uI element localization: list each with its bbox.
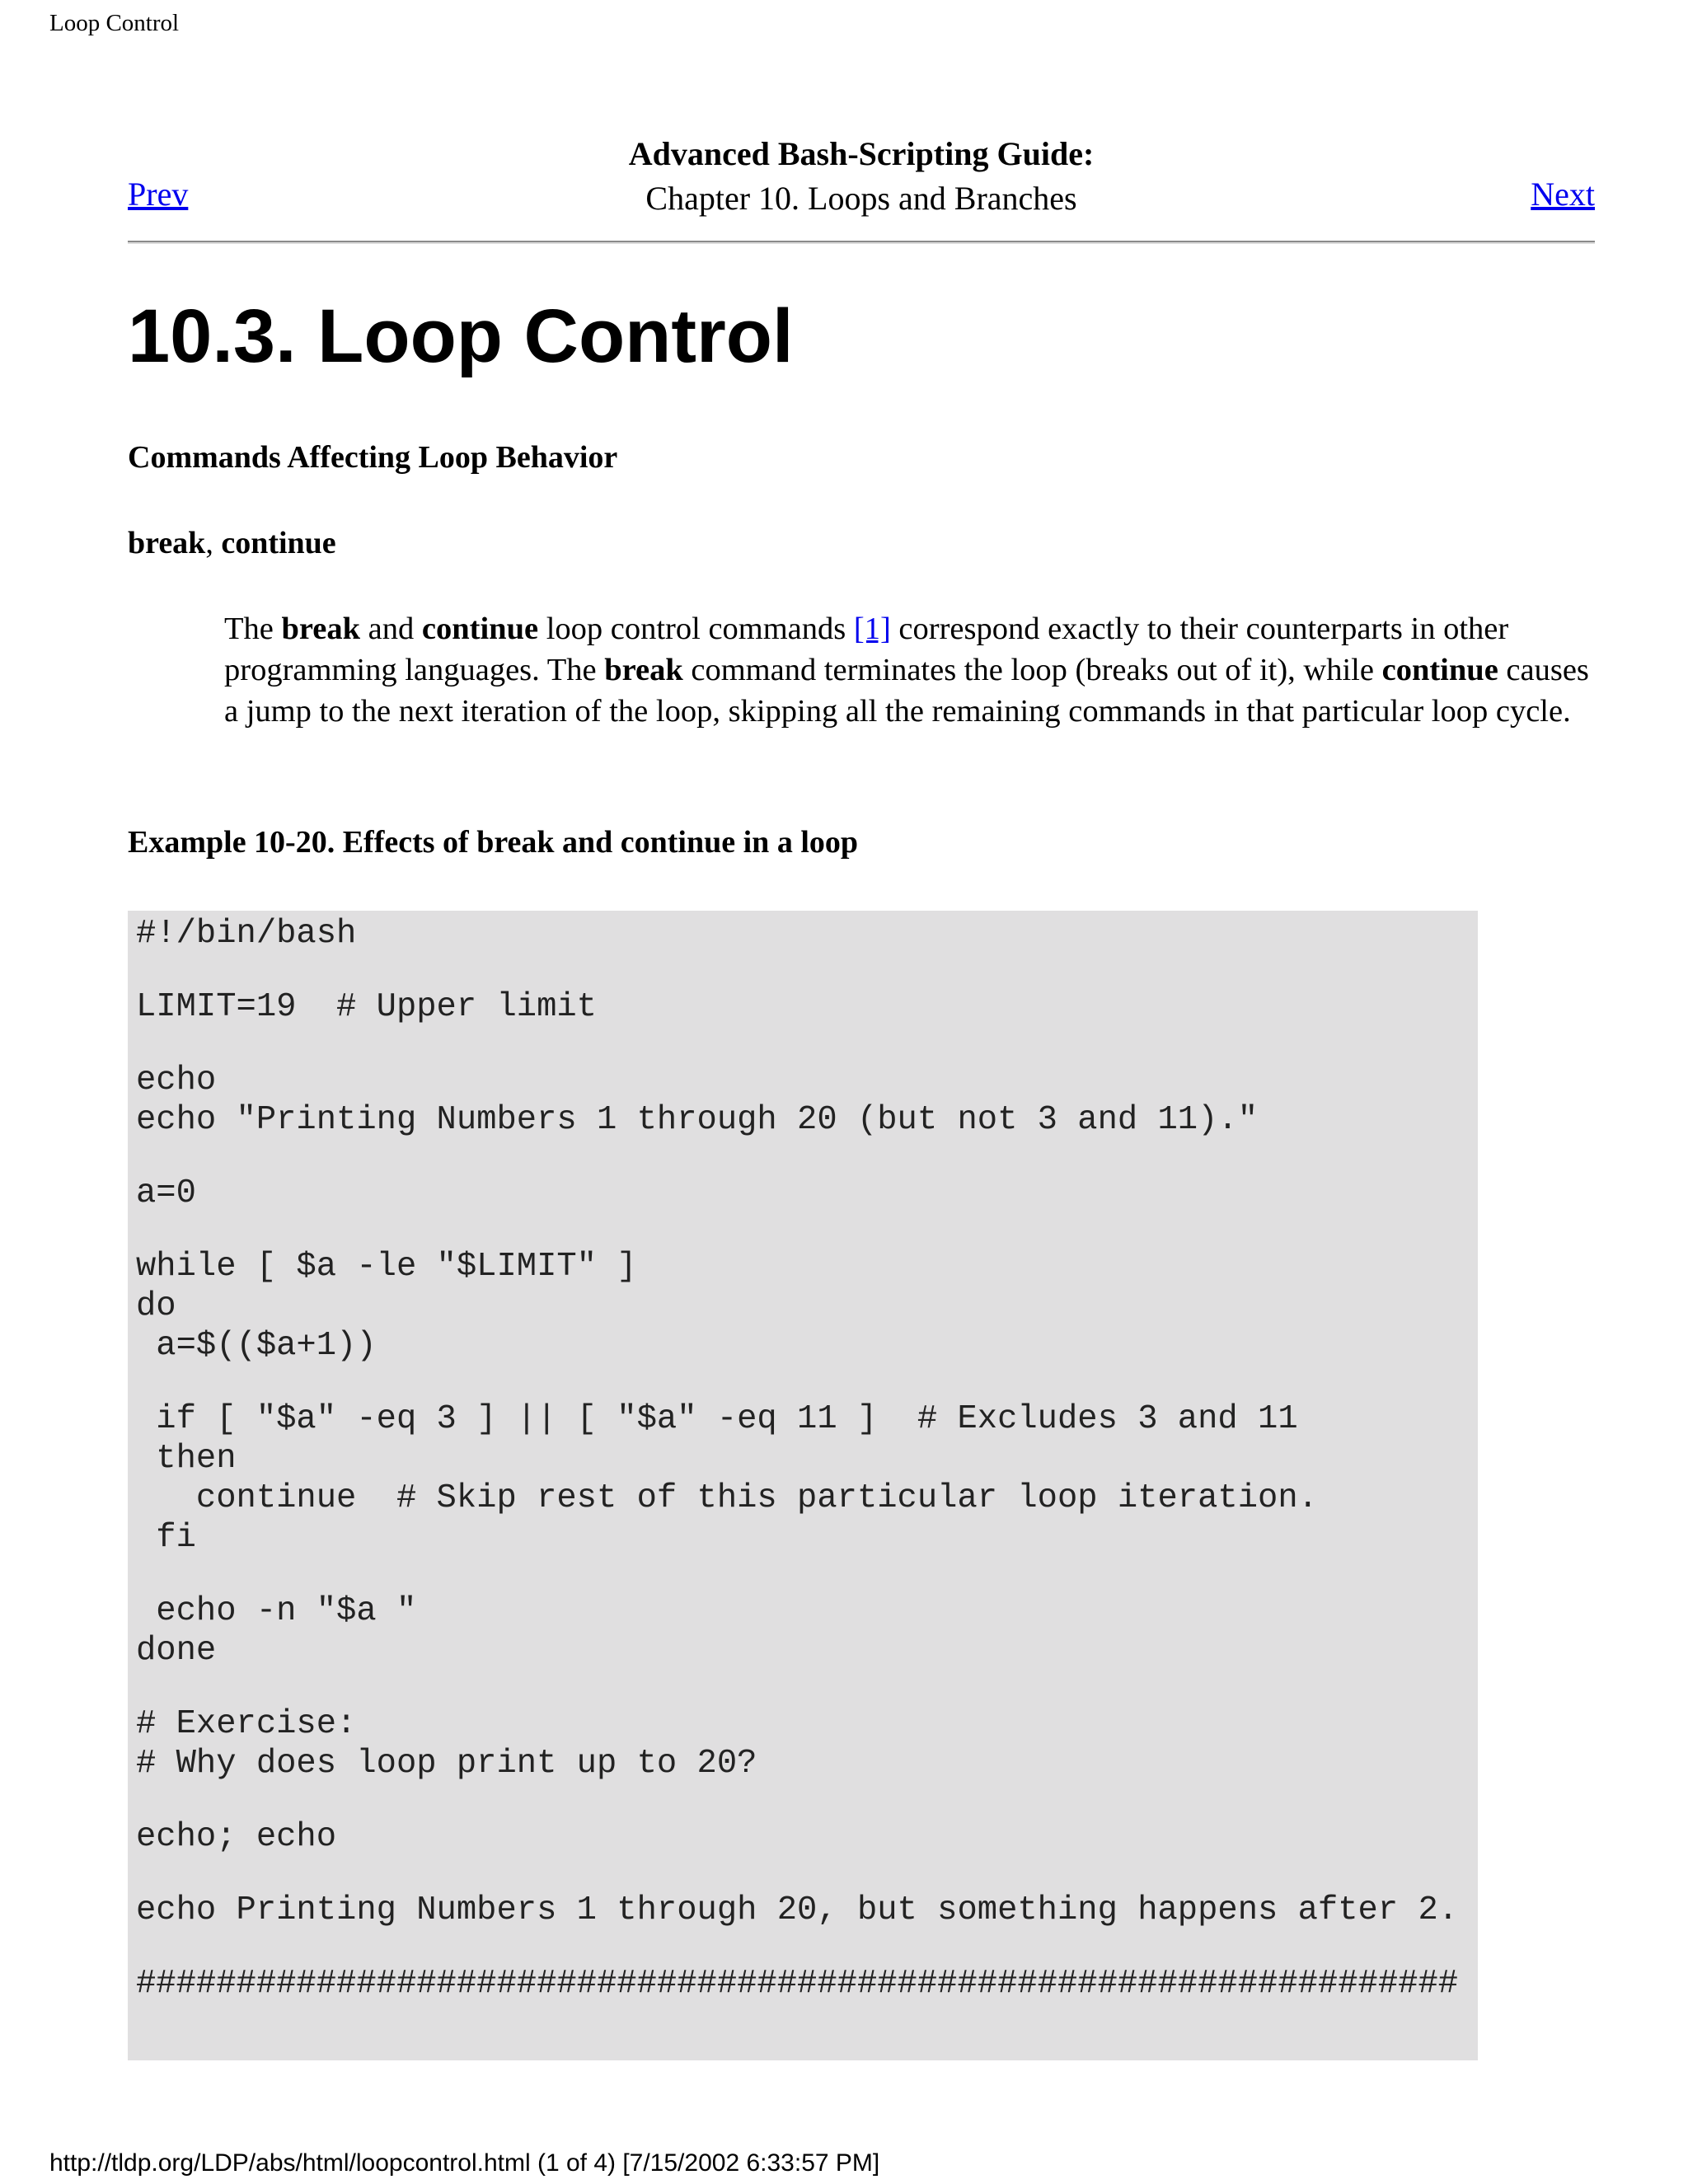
para-bold-break: break [281, 612, 361, 646]
para-text: and [360, 612, 422, 646]
code-line: continue # Skip rest of this particular loop iteration. [136, 1479, 1318, 1517]
code-line: a=0 [136, 1174, 196, 1212]
book-title: Advanced Bash-Scripting Guide: [628, 135, 1095, 172]
next-link[interactable]: Next [1531, 176, 1595, 213]
term-continue: continue [221, 526, 336, 560]
term-separator: , [205, 526, 222, 560]
para-text: causes a jump to the next iteration of the loop, skipping all the remaining commands in that particular loop cycle. [224, 653, 1589, 729]
code-line: echo -n "$a " [136, 1592, 417, 1630]
code-line: LIMIT=19 # Upper limit [136, 988, 597, 1026]
prev-link[interactable]: Prev [128, 176, 189, 213]
code-line: done [136, 1632, 217, 1670]
chapter-title: Chapter 10. Loops and Branches [645, 180, 1077, 217]
para-bold-break: break [604, 653, 683, 687]
description-paragraph [224, 608, 1609, 732]
code-listing [128, 911, 1478, 2060]
code-line: then [136, 1440, 237, 1478]
para-text: command terminates the loop (breaks out of it), while [682, 653, 1382, 687]
term-list [128, 525, 336, 561]
code-line: fi [136, 1519, 196, 1557]
navigation-header [128, 132, 1595, 247]
code-line: echo Printing Numbers 1 through 20, but something happens after 2. [136, 1891, 1459, 1929]
code-line: do [136, 1287, 176, 1325]
code-line: #!/bin/bash [136, 915, 357, 953]
footer-url: http://tldp.org/LDP/abs/html/loopcontrol.html (1 of 4) [7/15/2002 6:33:57 PM] [49, 2149, 880, 2177]
code-line: echo [136, 1062, 217, 1099]
code-line: if [ "$a" -eq 3 ] || [ "$a" -eq 11 ] # Excludes 3 and 11 [136, 1400, 1298, 1438]
section-title: 10.3. Loop Control [128, 294, 794, 378]
para-text: correspond exactly to their counterparts in other programming languages. The [224, 612, 1509, 687]
code-line: while [ $a -le "$LIMIT" ] [136, 1248, 637, 1286]
code-line: # Why does loop print up to 20? [136, 1745, 757, 1783]
example-title: Example 10-20. Effects of break and continue in a loop [128, 825, 859, 860]
code-line: echo; echo [136, 1818, 337, 1856]
para-bold-continue: continue [421, 612, 539, 646]
header-divider [128, 241, 1595, 244]
para-bold-continue: continue [1381, 653, 1498, 687]
browser-page-title: Loop Control [49, 10, 180, 36]
code-line: a=$(($a+1)) [136, 1327, 377, 1365]
para-text: The [224, 612, 282, 646]
code-line: ################################################################## [136, 1965, 1459, 2003]
subheading: Commands Affecting Loop Behavior [128, 440, 618, 475]
code-line: # Exercise: [136, 1705, 357, 1743]
term-break: break [128, 526, 206, 560]
code-line: echo "Printing Numbers 1 through 20 (but not 3 and 11)." [136, 1101, 1259, 1139]
para-text: loop control commands [538, 612, 854, 646]
footnote-link[interactable]: [1] [853, 612, 891, 646]
